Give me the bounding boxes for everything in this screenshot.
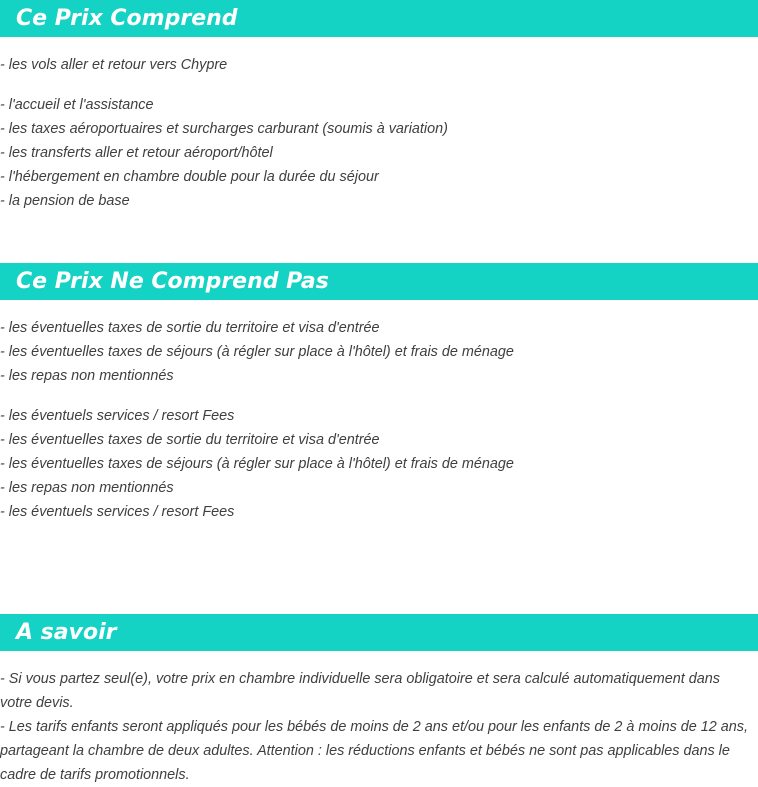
included-item: - l'hébergement en chambre double pour la durée du séjour	[0, 169, 379, 185]
included-item: - les vols aller et retour vers Chypre	[0, 57, 228, 73]
excluded-item: - les éventuelles taxes de séjours (à régler sur place à l'hôtel) et frais de ménage	[0, 456, 514, 472]
section-header-not-included: Ce Prix Ne Comprend Pas	[0, 263, 758, 300]
included-item: - les transferts aller et retour aéroport/hôtel	[0, 145, 273, 161]
included-item: - les taxes aéroportuaires et surcharges carburant (soumis à variation)	[0, 121, 448, 137]
excluded-item: - les éventuels services / resort Fees	[0, 408, 235, 424]
excluded-item: - les éventuelles taxes de sortie du territoire et visa d'entrée	[0, 320, 380, 336]
info-paragraph: - Les tarifs enfants seront appliqués pour les bébés de moins de 2 ans et/ou pour les enfants de 2 à moins de 12 ans, partageant la chambre de deux adultes. Attention : les réductions enfants et bébés ne sont pas applicables dans le cadre de tarifs promotionnels.	[0, 719, 748, 783]
excluded-item: - les éventuelles taxes de sortie du territoire et visa d'entrée	[0, 432, 380, 448]
excluded-item: - les repas non mentionnés	[0, 368, 174, 384]
info-paragraph: - Si vous partez seul(e), votre prix en chambre individuelle sera obligatoire et sera calculé automatiquement dans votre devis.	[0, 671, 720, 711]
excluded-item: - les repas non mentionnés	[0, 480, 174, 496]
excluded-item: - les éventuelles taxes de séjours (à régler sur place à l'hôtel) et frais de ménage	[0, 344, 514, 360]
section-header-good-to-know: A savoir	[0, 614, 758, 651]
excluded-item: - les éventuels services / resort Fees	[0, 504, 235, 520]
section-header-included: Ce Prix Comprend	[0, 0, 758, 37]
included-item: - la pension de base	[0, 193, 130, 209]
included-item: - l'accueil et l'assistance	[0, 97, 154, 113]
